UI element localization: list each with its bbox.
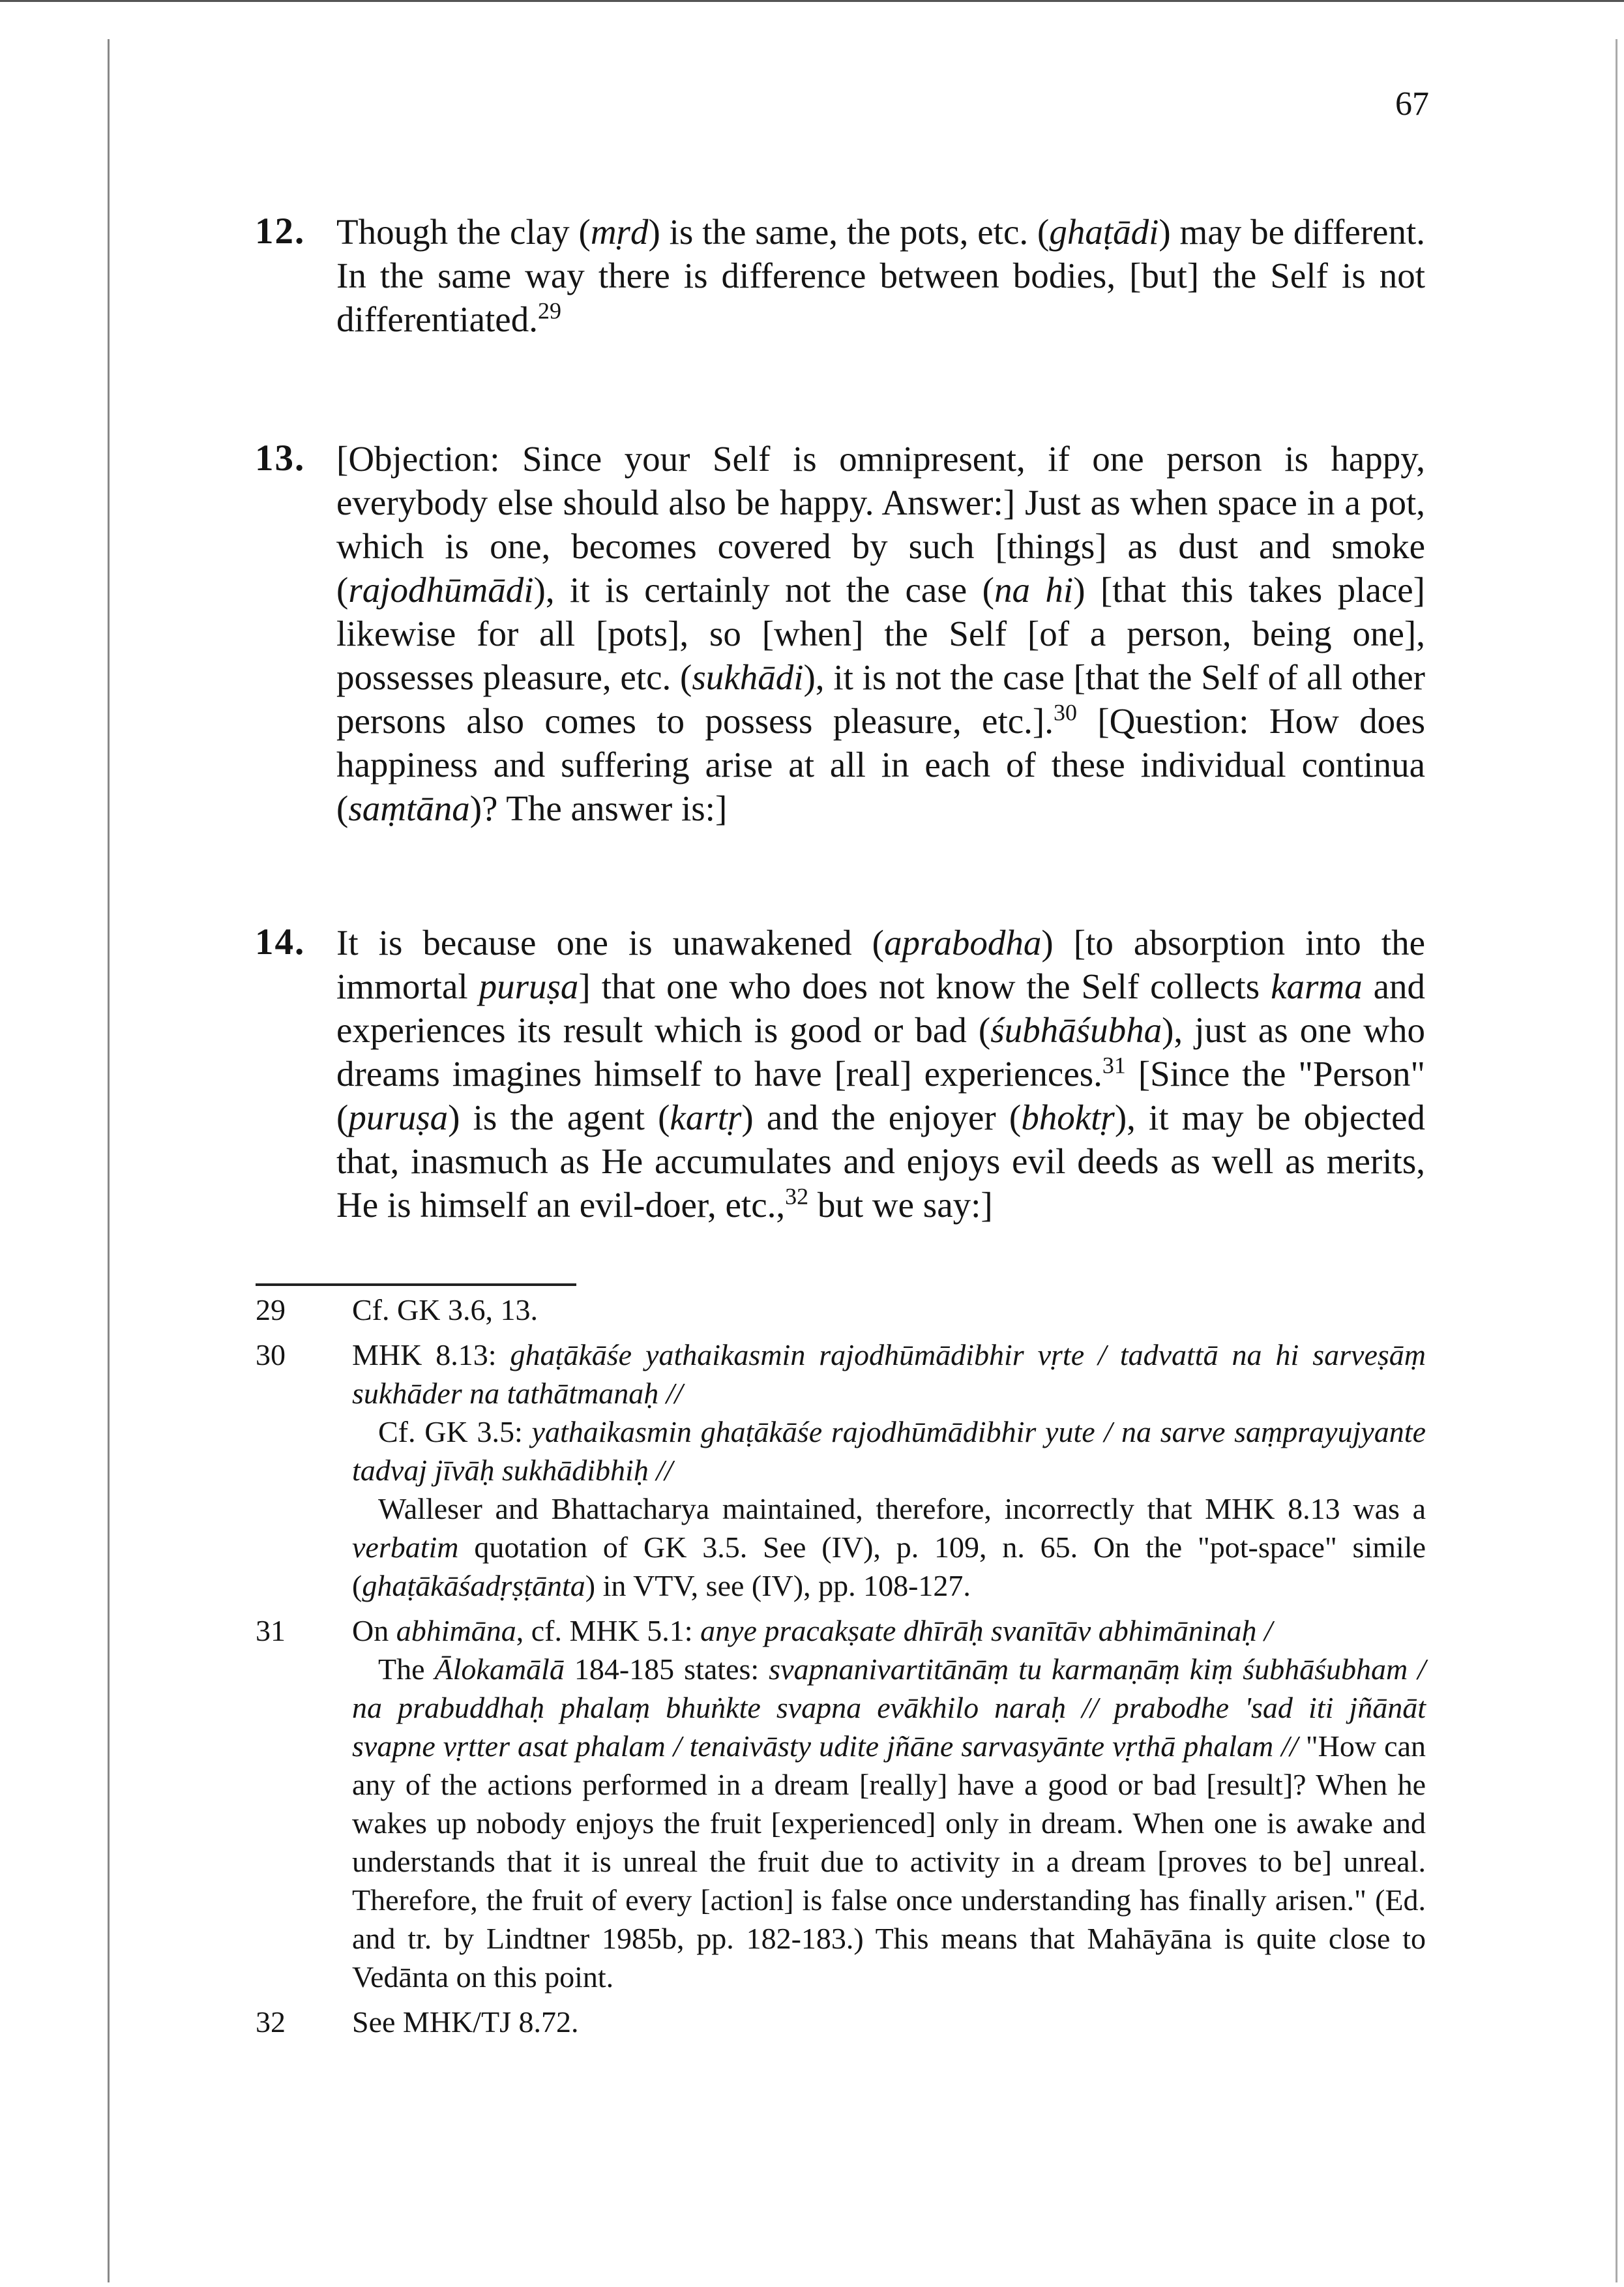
paragraph-12 (255, 210, 1425, 341)
footnote-text: Cf. GK 3.5: yathaikasmin ghaṭākāśe rajodhūmādibhir yute / na sarve saṃprayujyante tadvaj jīvāḥ sukhādibhiḥ // (352, 1415, 1426, 1487)
scan-margin-line-left (108, 39, 110, 2282)
paragraph-number: 13. (255, 438, 306, 479)
footnote-text: The Ālokamālā 184-185 states: svapnanivartitānāṃ tu karmaṇāṃ kiṃ śubhāśubham / na prabuddhaḥ phalaṃ bhuṅkte svapna evākhilo naraḥ // prabodhe 'sad iti jñānāt svapne vṛtter asat phalam / tenaivāsty udite jñāne sarvasyānte vṛthā phalam // "How can any of the actions performed in a dream [really] have a good or bad [result]? When he wakes up nobody enjoys the fruit [experienced] only in dream. When one is awake and understands that it is unreal the fruit due to activity in a dream [proves to be] unreal. Therefore, the fruit of every [action] is false once understanding has finally arisen." (Ed. and tr. by Lindtner 1985b, pp. 182-183.) This means that Mahāyāna is quite close to Vedānta on this point. (352, 1652, 1426, 1994)
footnote-text: Cf. GK 3.6, 13. (352, 1293, 538, 1326)
paragraph-number: 14. (255, 921, 306, 963)
footnote-ref-29: 29 (537, 297, 561, 324)
footnote-ref-32: 32 (785, 1183, 809, 1210)
paragraph-number: 12. (255, 211, 306, 252)
paragraph-14 (255, 921, 1426, 1227)
footnote-ref-31: 31 (1102, 1052, 1126, 1079)
footnote-text: See MHK/TJ 8.72. (352, 2005, 579, 2039)
footnote-text: Walleser and Bhattacharya maintained, therefore, incorrectly that MHK 8.13 was a verbatim quotation of GK 3.5. See (IV), p. 109, n. 65. On the "pot-space" simile (ghaṭākāśadṛṣṭānta) in VTV, see (IV), pp. 108-127. (352, 1492, 1426, 1602)
footnotes (256, 1288, 1426, 2041)
footnote-number: 31 (256, 1614, 286, 1647)
scan-margin-line-right (1616, 39, 1617, 2282)
footnote-separator (256, 1283, 576, 1286)
paragraph-13 (255, 437, 1425, 830)
footnote-number: 29 (256, 1293, 286, 1326)
footnote-number: 32 (256, 2005, 286, 2039)
paragraph-text: Though the clay (mṛd) is the same, the pots, etc. (ghaṭādi) may be different. In the same way there is difference between bodies, [but] the Self is not differentiated.$^{29}$ (336, 212, 1425, 339)
page-number: 67 (1395, 85, 1429, 123)
page-top-edge (0, 0, 1624, 2)
footnote-31 (256, 1611, 1426, 1996)
footnote-29 (256, 1291, 1426, 1329)
footnote-text: MHK 8.13: ghaṭākāśe yathaikasmin rajodhūmādibhir vṛte / tadvattā na hi sarveṣāṃ sukhāder na tathātmanaḥ // (352, 1338, 1426, 1410)
footnote-text: On abhimāna, cf. MHK 5.1: anye pracakṣate dhīrāḥ svanītāv abhimāninaḥ / (352, 1614, 1273, 1647)
footnote-number: 30 (256, 1338, 286, 1371)
footnote-30 (256, 1336, 1426, 1605)
footnote-32 (256, 2003, 1426, 2041)
paragraph-text: [Objection: Since your Self is omnipresent, if one person is happy, everybody else should also be happy. Answer:] Just as when space in a pot, which is one, becomes covered by such [things] as dust and smoke (rajodhūmādi), it is certainly not the case (na hi) [that this takes place] likewise for all [pots], so [when] the Self [of a person, being one], possesses pleasure, etc. (sukhādi), it is not the case [that the Self of all other persons also comes to possess pleasure, etc.].$^{30}$ [Question: How does happiness and suffering arise at all in each of these individual continua (saṃtāna)? The answer is:] (336, 439, 1425, 828)
paragraph-text: It is because one is unawakened (aprabodha) [to absorption into the immortal puruṣa] that one who does not know the Self collects karma and experiences its result which is good or bad (śubhāśubha), just as one who dreams imagines himself to have [real] experiences.$^{31}$ [Since the "Person" (puruṣa) is the agent (kartṛ) and the enjoyer (bhoktṛ), it may be objected that, inasmuch as He accumulates and enjoys evil deeds as well as merits, He is himself an evil-doer, etc.,$^{32}$ but we say:] (336, 923, 1426, 1225)
footnote-ref-30: 30 (1053, 699, 1077, 726)
